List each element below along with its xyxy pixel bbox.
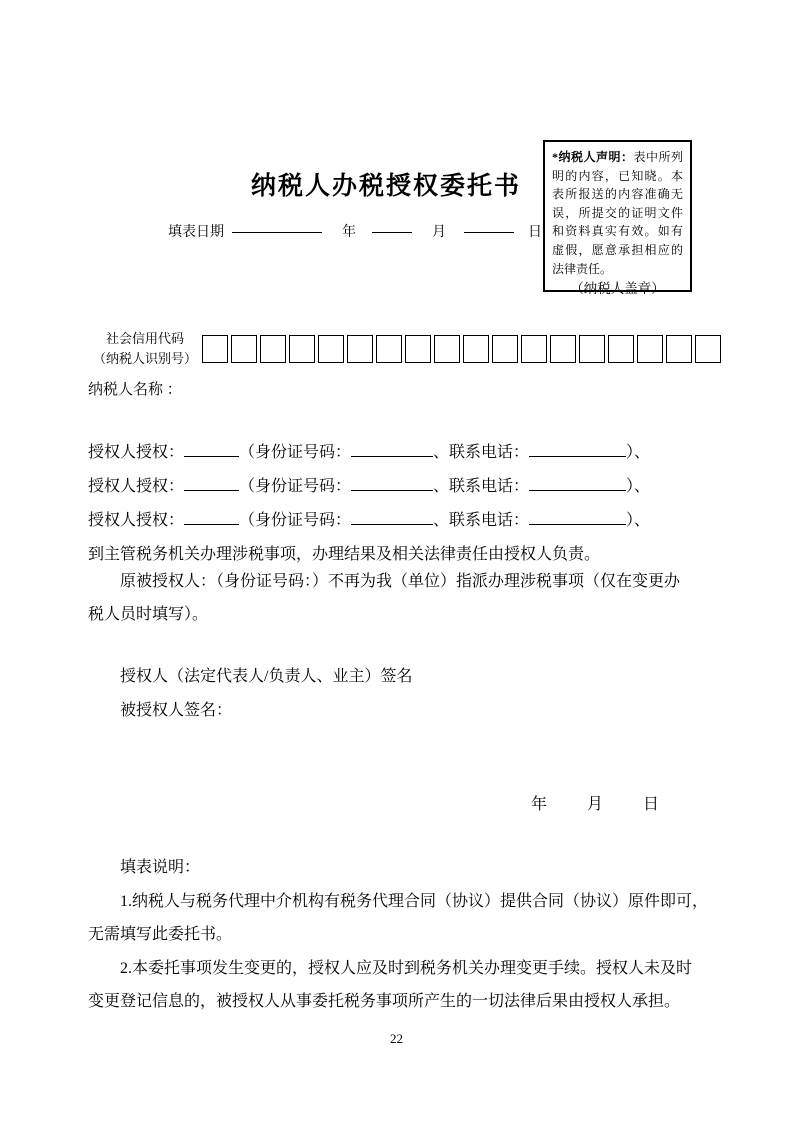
taxpayer-declaration-box: [543, 140, 692, 297]
phone-label: 、联系电话：: [433, 444, 530, 461]
original-authorized-paragraph: [88, 565, 680, 631]
notes-title: 填表说明：: [120, 859, 201, 876]
declaration-label: *纳税人声明：: [552, 150, 634, 164]
id-number-blank[interactable]: [351, 475, 433, 491]
id-number-label: （身份证号码：: [239, 478, 352, 495]
declaration-text: [552, 148, 683, 278]
fill-date-year-label: 年: [342, 225, 356, 240]
id-number-blank[interactable]: [351, 509, 433, 525]
fill-date-line: [168, 221, 542, 241]
credit-code-boxes: [202, 335, 721, 363]
authorization-row: [88, 504, 650, 538]
taxpayer-seal-label: （纳税人盖章）: [570, 281, 665, 297]
fill-date-month-blank[interactable]: [372, 232, 412, 233]
code-box[interactable]: [260, 335, 286, 363]
code-box[interactable]: [376, 335, 402, 363]
code-box[interactable]: [463, 335, 489, 363]
authorization-row: [88, 436, 650, 470]
id-number-label: （身份证号码：: [239, 512, 352, 529]
page-number: 22: [390, 1031, 403, 1046]
fill-date-day-label: 日: [528, 225, 542, 240]
code-box[interactable]: [695, 335, 721, 363]
row-suffix-label: ）、: [626, 444, 651, 461]
authorizer-prefix-label: 授权人授权：: [88, 512, 185, 529]
code-box[interactable]: [231, 335, 257, 363]
code-box[interactable]: [521, 335, 547, 363]
code-box[interactable]: [289, 335, 315, 363]
signature-date-line: [531, 791, 659, 814]
code-box[interactable]: [579, 335, 605, 363]
fill-date-month-label: 月: [432, 225, 446, 240]
signature-date-year-label: 年: [531, 796, 548, 813]
credit-code-label: [90, 329, 200, 368]
phone-blank[interactable]: [529, 475, 626, 491]
code-box[interactable]: [318, 335, 344, 363]
phone-blank[interactable]: [529, 441, 626, 457]
code-box[interactable]: [434, 335, 460, 363]
code-box[interactable]: [666, 335, 692, 363]
signature-date-day-label: 日: [643, 796, 660, 813]
form-notes: [88, 851, 708, 1019]
phone-blank[interactable]: [529, 509, 626, 525]
code-box[interactable]: [405, 335, 431, 363]
code-box[interactable]: [202, 335, 228, 363]
fill-date-label: 填表日期: [168, 225, 224, 240]
authorizer-signature-label: 授权人（法定代表人/负责人、业主）签名: [120, 668, 413, 685]
taxpayer-name-label: 纳税人名称 ：: [88, 382, 182, 398]
original-authorized-line2: 税人员时填写）。: [88, 606, 209, 623]
credit-code-label-line1: 社会信用代码: [105, 331, 184, 346]
phone-label: 、联系电话：: [433, 512, 530, 529]
original-authorized-line1: 原被授权人：（身份证号码：）不再为我（单位）指派办理涉税事项（仅在变更办: [120, 573, 681, 590]
code-box[interactable]: [347, 335, 373, 363]
credit-code-row: [90, 329, 721, 368]
notes-item2-line2: 变更登记信息的，被授权人从事委托税务事项所产生的一切法律后果由授权人承担。: [88, 993, 681, 1010]
id-number-blank[interactable]: [351, 441, 433, 457]
authorized-person-name-blank[interactable]: [184, 509, 239, 525]
notes-item2-line1: 2.本委托事项发生变更的，授权人应及时到税务机关办理变更手续。授权人未及时: [120, 959, 693, 977]
signature-date-month-label: 月: [587, 796, 604, 813]
notes-item1-line1: 1.纳税人与税务代理中介机构有税务代理合同（协议）提供合同（协议）原件即可，: [120, 892, 709, 910]
code-box[interactable]: [550, 335, 576, 363]
authorized-person-name-blank[interactable]: [184, 475, 239, 491]
code-box[interactable]: [608, 335, 634, 363]
row-suffix-label: ）、: [626, 512, 651, 529]
phone-label: 、联系电话：: [433, 478, 530, 495]
code-box[interactable]: [492, 335, 518, 363]
fill-date-day-blank[interactable]: [464, 232, 514, 233]
authorizer-prefix-label: 授权人授权：: [88, 478, 185, 495]
id-number-label: （身份证号码：: [239, 444, 352, 461]
fill-date-blank[interactable]: [232, 232, 322, 233]
notes-item1-line2: 无需填写此委托书。: [88, 926, 233, 943]
code-box[interactable]: [637, 335, 663, 363]
authorization-row: [88, 470, 650, 504]
credit-code-label-line2: （纳税人识别号）: [92, 350, 197, 366]
authorization-scope-line: 到主管税务机关办理涉税事项，办理结果及相关法律责任由授权人负责。: [88, 546, 601, 563]
authorization-block: [88, 436, 650, 572]
row-suffix-label: ）、: [626, 478, 651, 495]
declaration-body: 表中所列明的内容，已知晓。本表所报送的内容准确无误，所提交的证明文件和资料真实有效。如有虚假，愿意承担相应的法律责任。: [552, 150, 683, 276]
authorizer-prefix-label: 授权人授权：: [88, 444, 185, 461]
document-title: 纳税人办税授权委托书: [250, 173, 521, 200]
authorized-person-name-blank[interactable]: [184, 441, 239, 457]
authorized-signature-label: 被授权人签名：: [120, 702, 233, 719]
